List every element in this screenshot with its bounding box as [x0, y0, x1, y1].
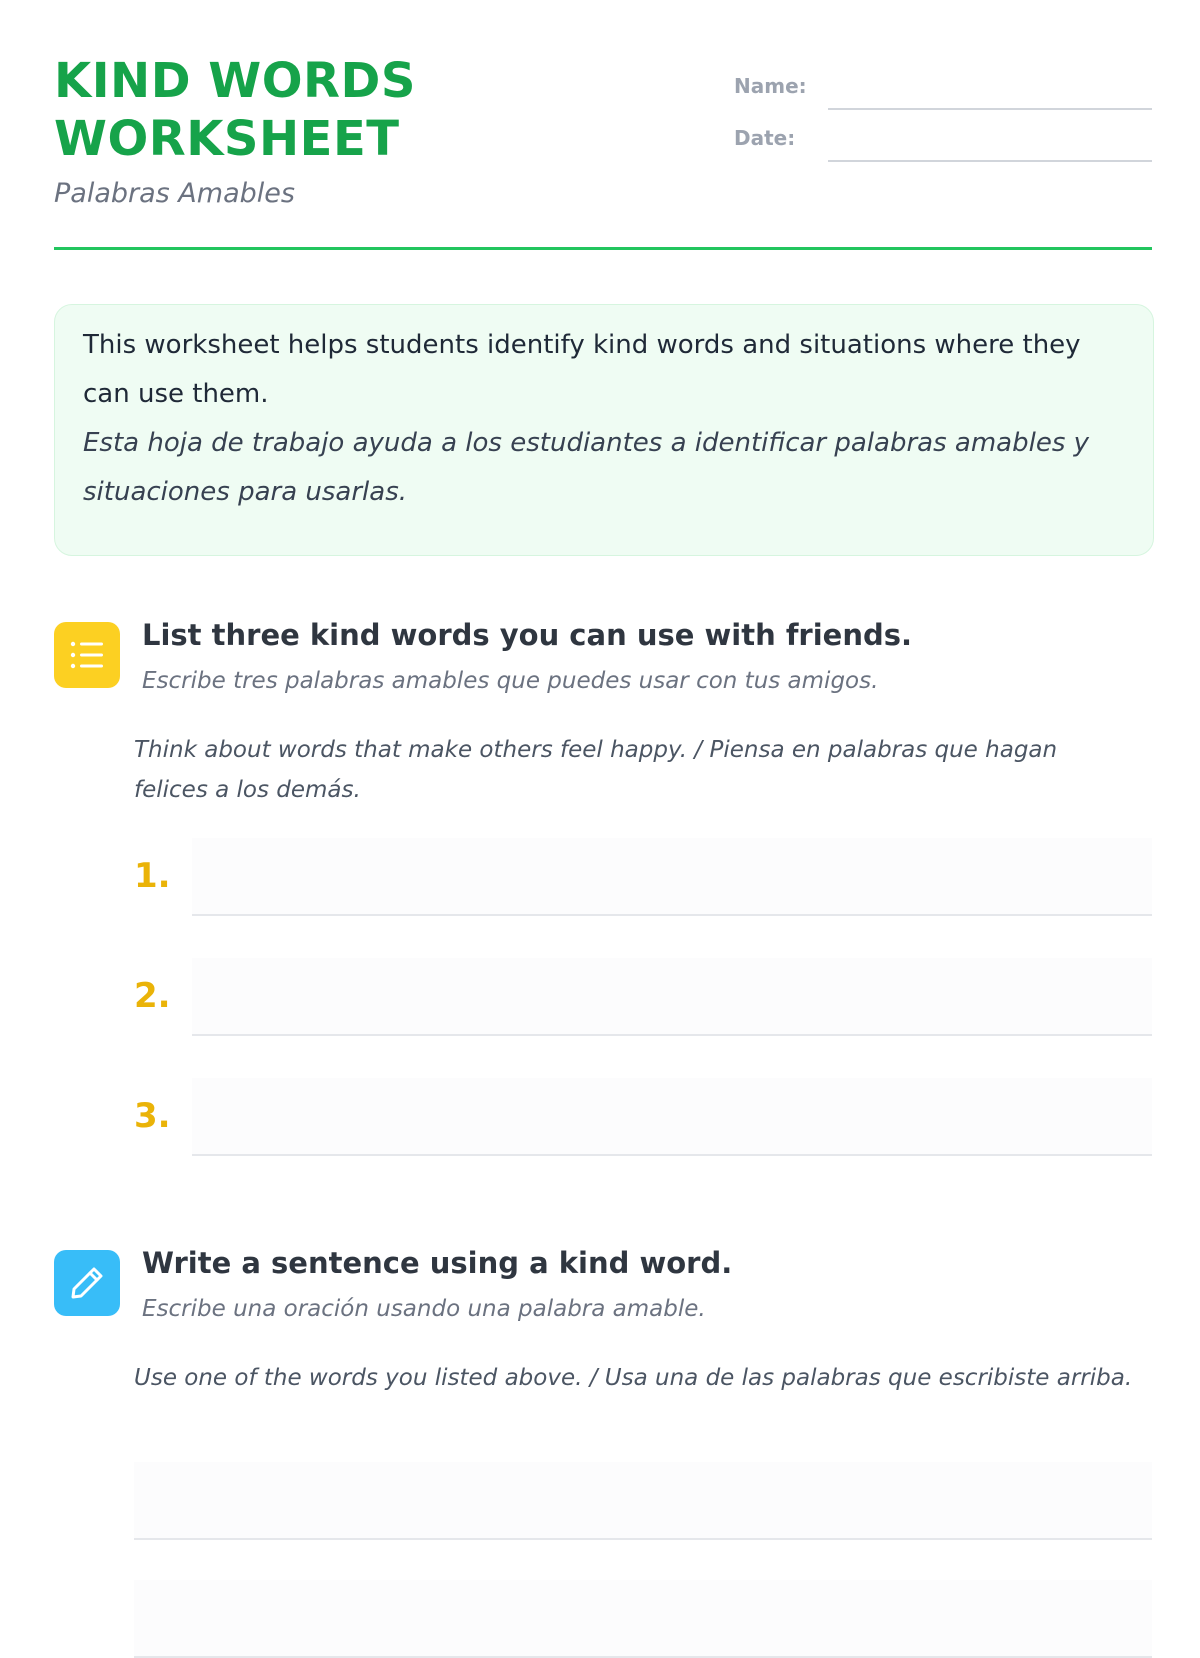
question-hint: Use one of the words you listed above. / Usa una de las palabras que escribiste arriba.: [134, 1365, 1133, 1391]
list-icon: [54, 622, 120, 688]
date-label: Date:: [734, 126, 796, 150]
sentence-field-1[interactable]: [134, 1462, 1152, 1540]
answer-number: 1.: [134, 856, 171, 896]
question-write-sentence: [54, 1246, 1152, 1600]
answer-number: 2.: [134, 976, 171, 1016]
sentence-field-2[interactable]: [134, 1580, 1152, 1658]
student-info: [734, 58, 1152, 162]
date-field[interactable]: [828, 120, 1152, 162]
intro-text-spanish: Esta hoja de trabajo ayuda a los estudiantes a identificar palabras amables y situaciones para usarlas.: [83, 428, 1090, 507]
answer-row: [134, 958, 1152, 1038]
question-title: List three kind words you can use with friends.: [142, 618, 913, 652]
question-title: Write a sentence using a kind word.: [142, 1246, 733, 1280]
answer-field-3[interactable]: [192, 1078, 1152, 1156]
answer-field-1[interactable]: [192, 838, 1152, 916]
answer-field-2[interactable]: [192, 958, 1152, 1036]
intro-box: [54, 304, 1154, 556]
question-hint: Think about words that make others feel happy. / Piensa en palabras que hagan felices a los demás.: [134, 737, 1058, 803]
header-divider: [54, 247, 1152, 250]
name-row: [734, 58, 1152, 110]
name-label: Name:: [734, 74, 807, 98]
intro-text-english: This worksheet helps students identify kind words and situations where they can use them.: [83, 330, 1081, 409]
pencil-icon: [54, 1250, 120, 1316]
date-row: [734, 110, 1152, 162]
question-subtitle: Escribe una oración usando una palabra amable.: [142, 1296, 706, 1322]
worksheet-title: KIND WORDS WORKSHEET: [54, 53, 416, 167]
question-subtitle: Escribe tres palabras amables que puedes usar con tus amigos.: [142, 668, 879, 694]
name-field[interactable]: [828, 68, 1152, 110]
worksheet-header: [54, 52, 1152, 252]
answer-row: [134, 838, 1152, 918]
question-list-kind-words: [54, 618, 1152, 1162]
worksheet-subtitle: Palabras Amables: [54, 178, 295, 209]
answer-number: 3.: [134, 1096, 171, 1136]
answer-row: [134, 1078, 1152, 1158]
